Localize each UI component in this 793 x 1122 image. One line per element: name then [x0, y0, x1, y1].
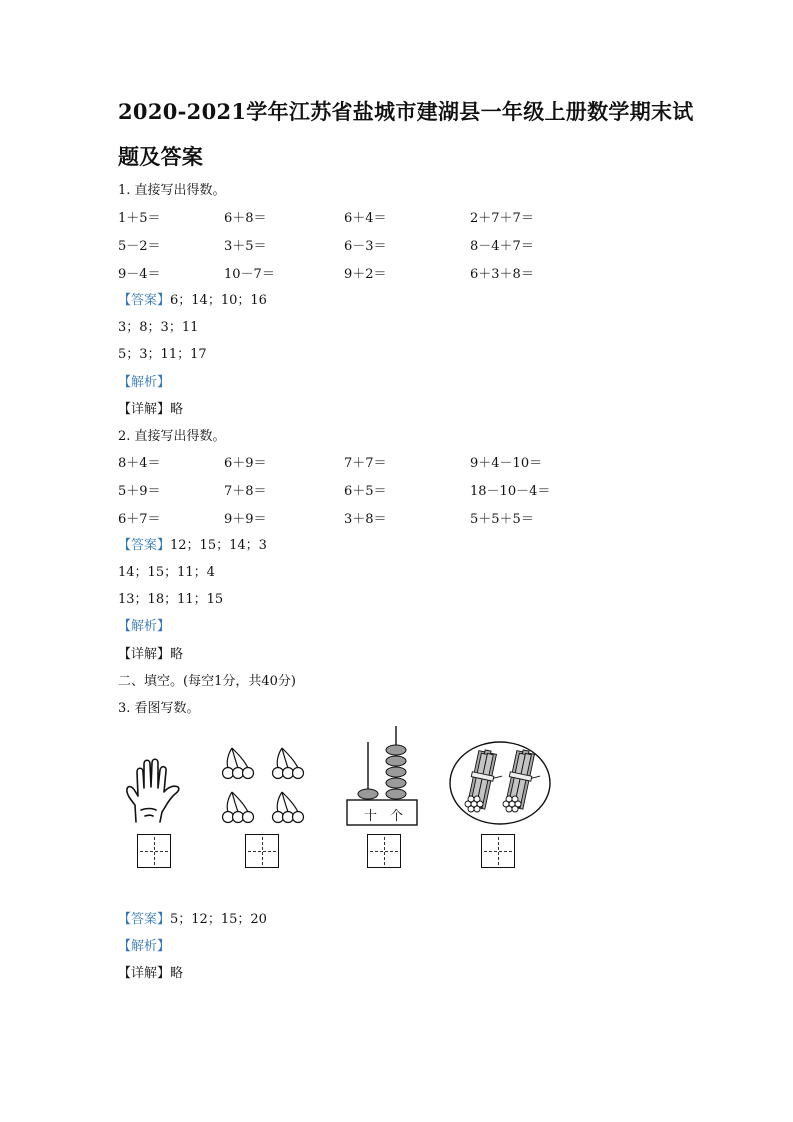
q3-detail-tag: 【详解】 — [118, 966, 171, 981]
abacus-bead — [386, 778, 406, 788]
q1-problem: 9＋2＝ — [344, 267, 387, 282]
q2-problem: 6＋5＝ — [344, 484, 387, 499]
q1-problem: 1＋5＝ — [118, 211, 161, 226]
q1-problem: 6＋8＝ — [224, 211, 267, 226]
q1-heading: 1. 直接写出得数。 — [118, 183, 226, 198]
q2-problem: 9＋9＝ — [224, 512, 267, 527]
q2-detail-line — [118, 643, 183, 662]
q1-problem: 9－4＝ — [118, 267, 161, 282]
q1-answer-tag: 【答案】 — [118, 293, 171, 308]
abacus-label-ones: 个 — [390, 809, 404, 824]
abacus-label-tens: 十 — [364, 809, 378, 824]
q3-heading: 3. 看图写数。 — [118, 701, 200, 716]
q2-heading: 2. 直接写出得数。 — [118, 429, 226, 444]
abacus-bead — [386, 767, 406, 777]
abacus-picture — [344, 722, 420, 828]
section-2-heading: 二、填空。(每空1分，共40分) — [118, 674, 296, 689]
q3-answer-line — [118, 908, 267, 927]
hand-five-fingers-icon — [122, 750, 188, 826]
q1-problem: 6－3＝ — [344, 239, 387, 254]
q2-problem: 5＋9＝ — [118, 484, 161, 499]
q2-answer-line-1 — [118, 534, 267, 553]
abacus-bead — [386, 756, 406, 766]
q2-problem: 5＋5＋5＝ — [470, 512, 534, 527]
q1-answer-text-1: 6；14；10；16 — [170, 293, 267, 308]
q3-answer-tag: 【答案】 — [118, 912, 171, 927]
q1-problem: 6＋3＋8＝ — [470, 267, 534, 282]
abacus-bead — [386, 789, 406, 799]
q2-problem: 9＋4－10＝ — [470, 456, 543, 471]
stick-bundles-picture-icon — [448, 740, 552, 826]
q2-problem: 18－10－4＝ — [470, 484, 551, 499]
q1-problem: 2＋7＋7＝ — [470, 211, 534, 226]
abacus-base — [347, 800, 417, 825]
q2-answer-line-2: 14；15；11；4 — [118, 565, 215, 580]
q1-answer-line-3: 5；3；11；17 — [118, 347, 207, 362]
q1-problem: 5－2＝ — [118, 239, 161, 254]
answer-box-2[interactable] — [245, 834, 279, 868]
q3-analysis-tag: 【解析】 — [118, 939, 171, 954]
q2-detail-tag: 【详解】 — [118, 647, 171, 662]
answer-box-1[interactable] — [137, 834, 171, 868]
q1-detail-tag: 【详解】 — [118, 402, 171, 417]
q2-answer-text-1: 12；15；14；3 — [170, 538, 267, 553]
q2-problem: 6＋7＝ — [118, 512, 161, 527]
abacus-bead — [386, 745, 406, 755]
q1-analysis-tag: 【解析】 — [118, 375, 171, 390]
q1-answer-line-2: 3；8；3；11 — [118, 320, 199, 335]
q2-problem: 7＋8＝ — [224, 484, 267, 499]
answer-box-3[interactable] — [367, 834, 401, 868]
q1-problem: 3＋5＝ — [224, 239, 267, 254]
q2-problem: 8＋4＝ — [118, 456, 161, 471]
q2-problem: 6＋9＝ — [224, 456, 267, 471]
cherries-picture-icon — [218, 744, 314, 830]
doc-title-line2: 题及答案 — [118, 144, 204, 169]
q1-problem: 8－4＋7＝ — [470, 239, 534, 254]
q3-answer-text: 5；12；15；20 — [170, 912, 267, 927]
q1-detail-text: 略 — [170, 402, 184, 417]
q3-detail-line — [118, 962, 183, 981]
q3-detail-text: 略 — [170, 966, 184, 981]
q2-problem: 3＋8＝ — [344, 512, 387, 527]
q2-analysis-tag: 【解析】 — [118, 619, 171, 634]
answer-box-4[interactable] — [481, 834, 515, 868]
abacus-bead — [358, 789, 378, 799]
q1-detail-line — [118, 398, 183, 417]
q1-answer-line-1 — [118, 289, 267, 308]
q2-detail-text: 略 — [170, 647, 184, 662]
q1-problem: 10－7＝ — [224, 267, 275, 282]
q2-problem: 7＋7＝ — [344, 456, 387, 471]
doc-title-line1: 2020-2021学年江苏省盐城市建湖县一年级上册数学期末试 — [118, 99, 694, 124]
q2-answer-line-3: 13；18；11；15 — [118, 592, 224, 607]
q1-problem: 6＋4＝ — [344, 211, 387, 226]
q2-answer-tag: 【答案】 — [118, 538, 171, 553]
